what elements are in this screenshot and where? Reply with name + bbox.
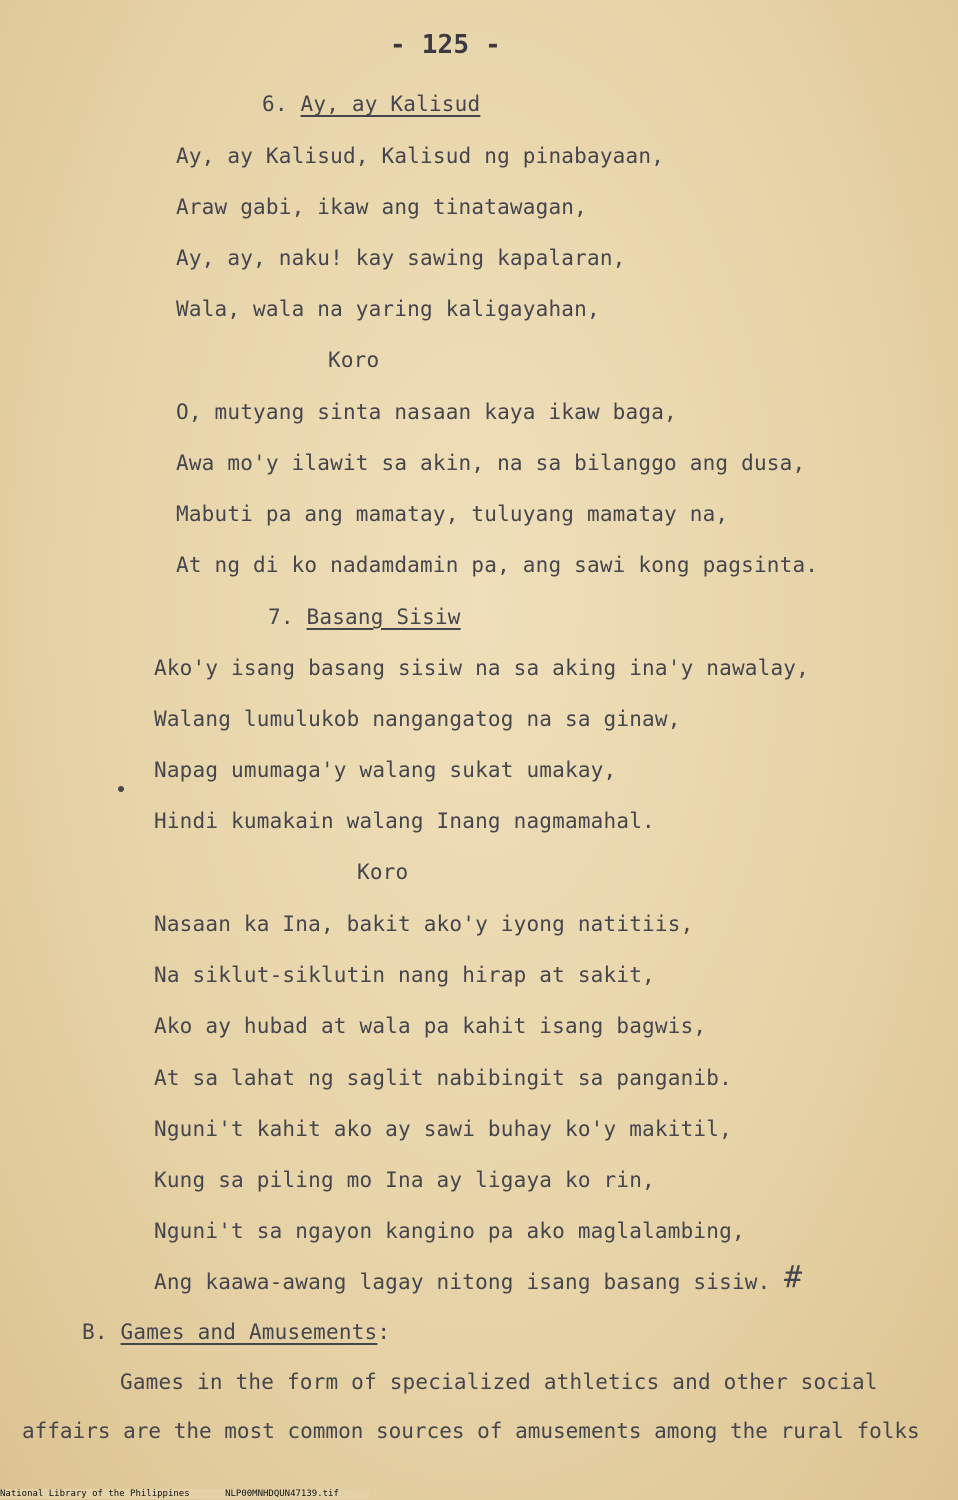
song7-chorus-line: At sa lahat ng saglit nabibingit sa panganib. [154, 1066, 732, 1090]
section-b-heading [82, 1320, 390, 1344]
song6-chorus-line: Mabuti pa ang mamatay, tuluyang mamatay na, [176, 502, 729, 526]
scan-footer [0, 1489, 369, 1499]
song7-chorus-line: Na siklut-siklutin nang hirap at sakit, [154, 963, 655, 987]
song6-number: 6. [262, 92, 288, 116]
song7-title: Basang Sisiw [306, 605, 461, 629]
ink-dot [118, 786, 124, 792]
footer-file: NLP00MNHDQUN47139.tif [225, 1489, 339, 1499]
song6-heading [262, 92, 480, 116]
song6-verse-line: Ay, ay Kalisud, Kalisud ng pinabayaan, [176, 144, 665, 168]
song6-chorus-line: Awa mo'y ilawit sa akin, na sa bilanggo ang dusa, [176, 451, 806, 475]
paragraph-line: Games in the form of specialized athletics and other social [120, 1370, 878, 1394]
song6-chorus-line: At ng di ko nadamdamin pa, ang sawi kong pagsinta. [176, 553, 819, 577]
song7-verse-line: Hindi kumakain walang Inang nagmamahal. [154, 809, 655, 833]
page-number: - 125 - [390, 30, 501, 60]
song6-verse-line: Ay, ay, naku! kay sawing kapalaran, [176, 246, 626, 270]
song7-verse-line: Ako'y isang basang sisiw na sa aking ina'y nawalay, [154, 656, 809, 680]
song7-heading [268, 605, 461, 629]
song6-verse-line: Araw gabi, ikaw ang tinatawagan, [176, 195, 587, 219]
song7-verse-line: Napag umumaga'y walang sukat umakay, [154, 758, 617, 782]
song7-number: 7. [268, 605, 294, 629]
song6-title: Ay, ay Kalisud [300, 92, 481, 116]
section-b-letter: B. [82, 1320, 108, 1344]
song7-chorus-line: Nguni't kahit ako ay sawi buhay ko'y makitil, [154, 1117, 732, 1141]
section-b-title: Games and Amusements [120, 1320, 378, 1344]
section-b-colon: : [377, 1320, 391, 1344]
end-mark: # [784, 1260, 803, 1295]
song7-chorus-line: Ako ay hubad at wala pa kahit isang bagwis, [154, 1014, 707, 1038]
song7-chorus-line: Nguni't sa ngayon kangino pa ako maglalambing, [154, 1219, 745, 1243]
paragraph-line: affairs are the most common sources of amusements among the rural folks [22, 1419, 920, 1443]
song7-chorus-line: Ang kaawa-awang lagay nitong isang basang sisiw. [154, 1270, 771, 1294]
song7-chorus-line: Nasaan ka Ina, bakit ako'y iyong natitiis, [154, 912, 694, 936]
song7-chorus-label: Koro [357, 860, 409, 884]
song7-chorus-line: Kung sa piling mo Ina ay ligaya ko rin, [154, 1168, 655, 1192]
song7-verse-line: Walang lumulukob nangangatog na sa ginaw, [154, 707, 681, 731]
song6-chorus-line: O, mutyang sinta nasaan kaya ikaw baga, [176, 400, 677, 424]
song6-verse-line: Wala, wala na yaring kaligayahan, [176, 297, 600, 321]
footer-library: National Library of the Philippines [0, 1489, 190, 1499]
song6-chorus-label: Koro [328, 348, 380, 372]
